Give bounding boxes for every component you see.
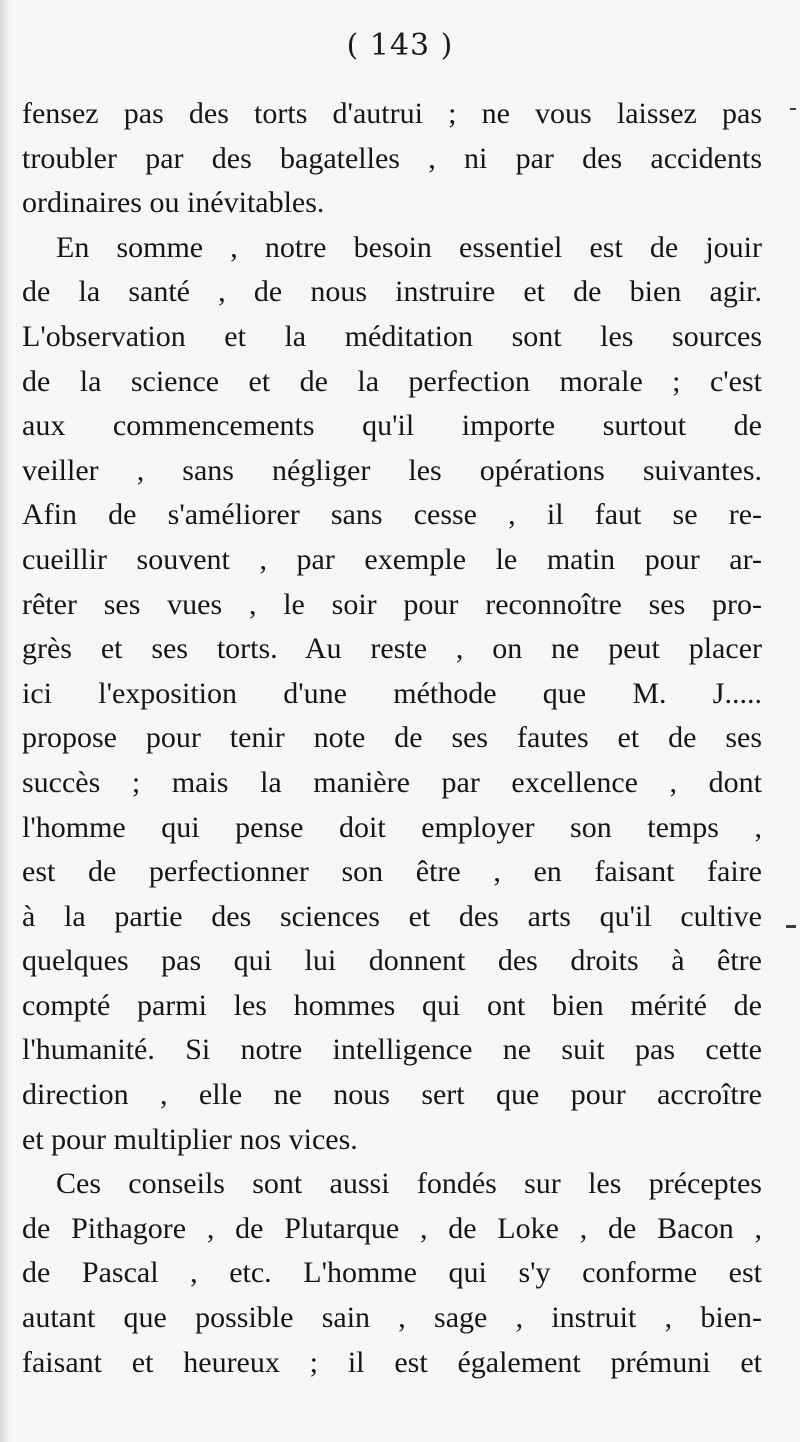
text-line: est de perfectionner son être , en faisant faire <box>22 855 762 889</box>
text-line: et pour multiplier nos vices. <box>22 1122 358 1156</box>
margin-mark <box>786 925 796 928</box>
text-line: Ces conseils sont aussi fondés sur les préceptes <box>56 1167 762 1201</box>
text-line: L'observation et la méditation sont les sources <box>22 319 762 353</box>
text-line: veiller , sans négliger les opérations suivantes. <box>22 453 762 487</box>
text-line: compté parmi les hommes qui ont bien mérité de <box>22 988 762 1022</box>
text-line: quelques pas qui lui donnent des droits à être <box>22 944 762 978</box>
text-line: l'homme qui pense doit employer son temps , <box>22 810 762 844</box>
text-line: ici l'exposition d'une méthode que M. J..... <box>22 676 762 710</box>
text-line: rêter ses vues , le soir pour reconnoître ses pro- <box>22 587 762 621</box>
text-line: ordinaires ou inévitables. <box>22 186 325 220</box>
text-line: En somme , notre besoin essentiel est de jouir <box>56 230 762 264</box>
text-line: de Pithagore , de Plutarque , de Loke , de Bacon , <box>22 1211 762 1245</box>
text-line: fensez pas des torts d'autrui ; ne vous laissez pas <box>22 97 762 130</box>
text-line: grès et ses torts. Au reste , on ne peut placer <box>22 632 762 666</box>
text-line: de la science et de la perfection morale ; c'est <box>22 364 762 398</box>
text-line: à la partie des sciences et des arts qu'il cultive <box>22 899 762 933</box>
page-gutter-shadow <box>0 0 10 1442</box>
text-line: propose pour tenir note de ses fautes et de ses <box>22 721 762 755</box>
text-line: de Pascal , etc. L'homme qui s'y conforme est <box>22 1256 762 1290</box>
page-body <box>22 92 762 1385</box>
text-line: faisant et heureux ; il est également prémuni et <box>22 1345 762 1379</box>
text-line: cueillir souvent , par exemple le matin pour ar- <box>22 542 762 576</box>
page-number-header: ( 143 ) <box>346 28 454 63</box>
text-line: autant que possible sain , sage , instruit , bien- <box>22 1301 762 1335</box>
text-line: l'humanité. Si notre intelligence ne suit pas cette <box>22 1033 762 1067</box>
text-line: troubler par des bagatelles , ni par des accidents <box>22 141 762 175</box>
text-line: direction , elle ne nous sert que pour accroître <box>22 1078 762 1112</box>
text-line: de la santé , de nous instruire et de bien agir. <box>22 275 762 309</box>
text-line: Afin de s'améliorer sans cesse , il faut se re- <box>22 498 762 532</box>
margin-mark <box>790 108 796 110</box>
text-line: succès ; mais la manière par excellence , dont <box>22 765 762 799</box>
text-line: aux commencements qu'il importe surtout de <box>22 409 762 443</box>
